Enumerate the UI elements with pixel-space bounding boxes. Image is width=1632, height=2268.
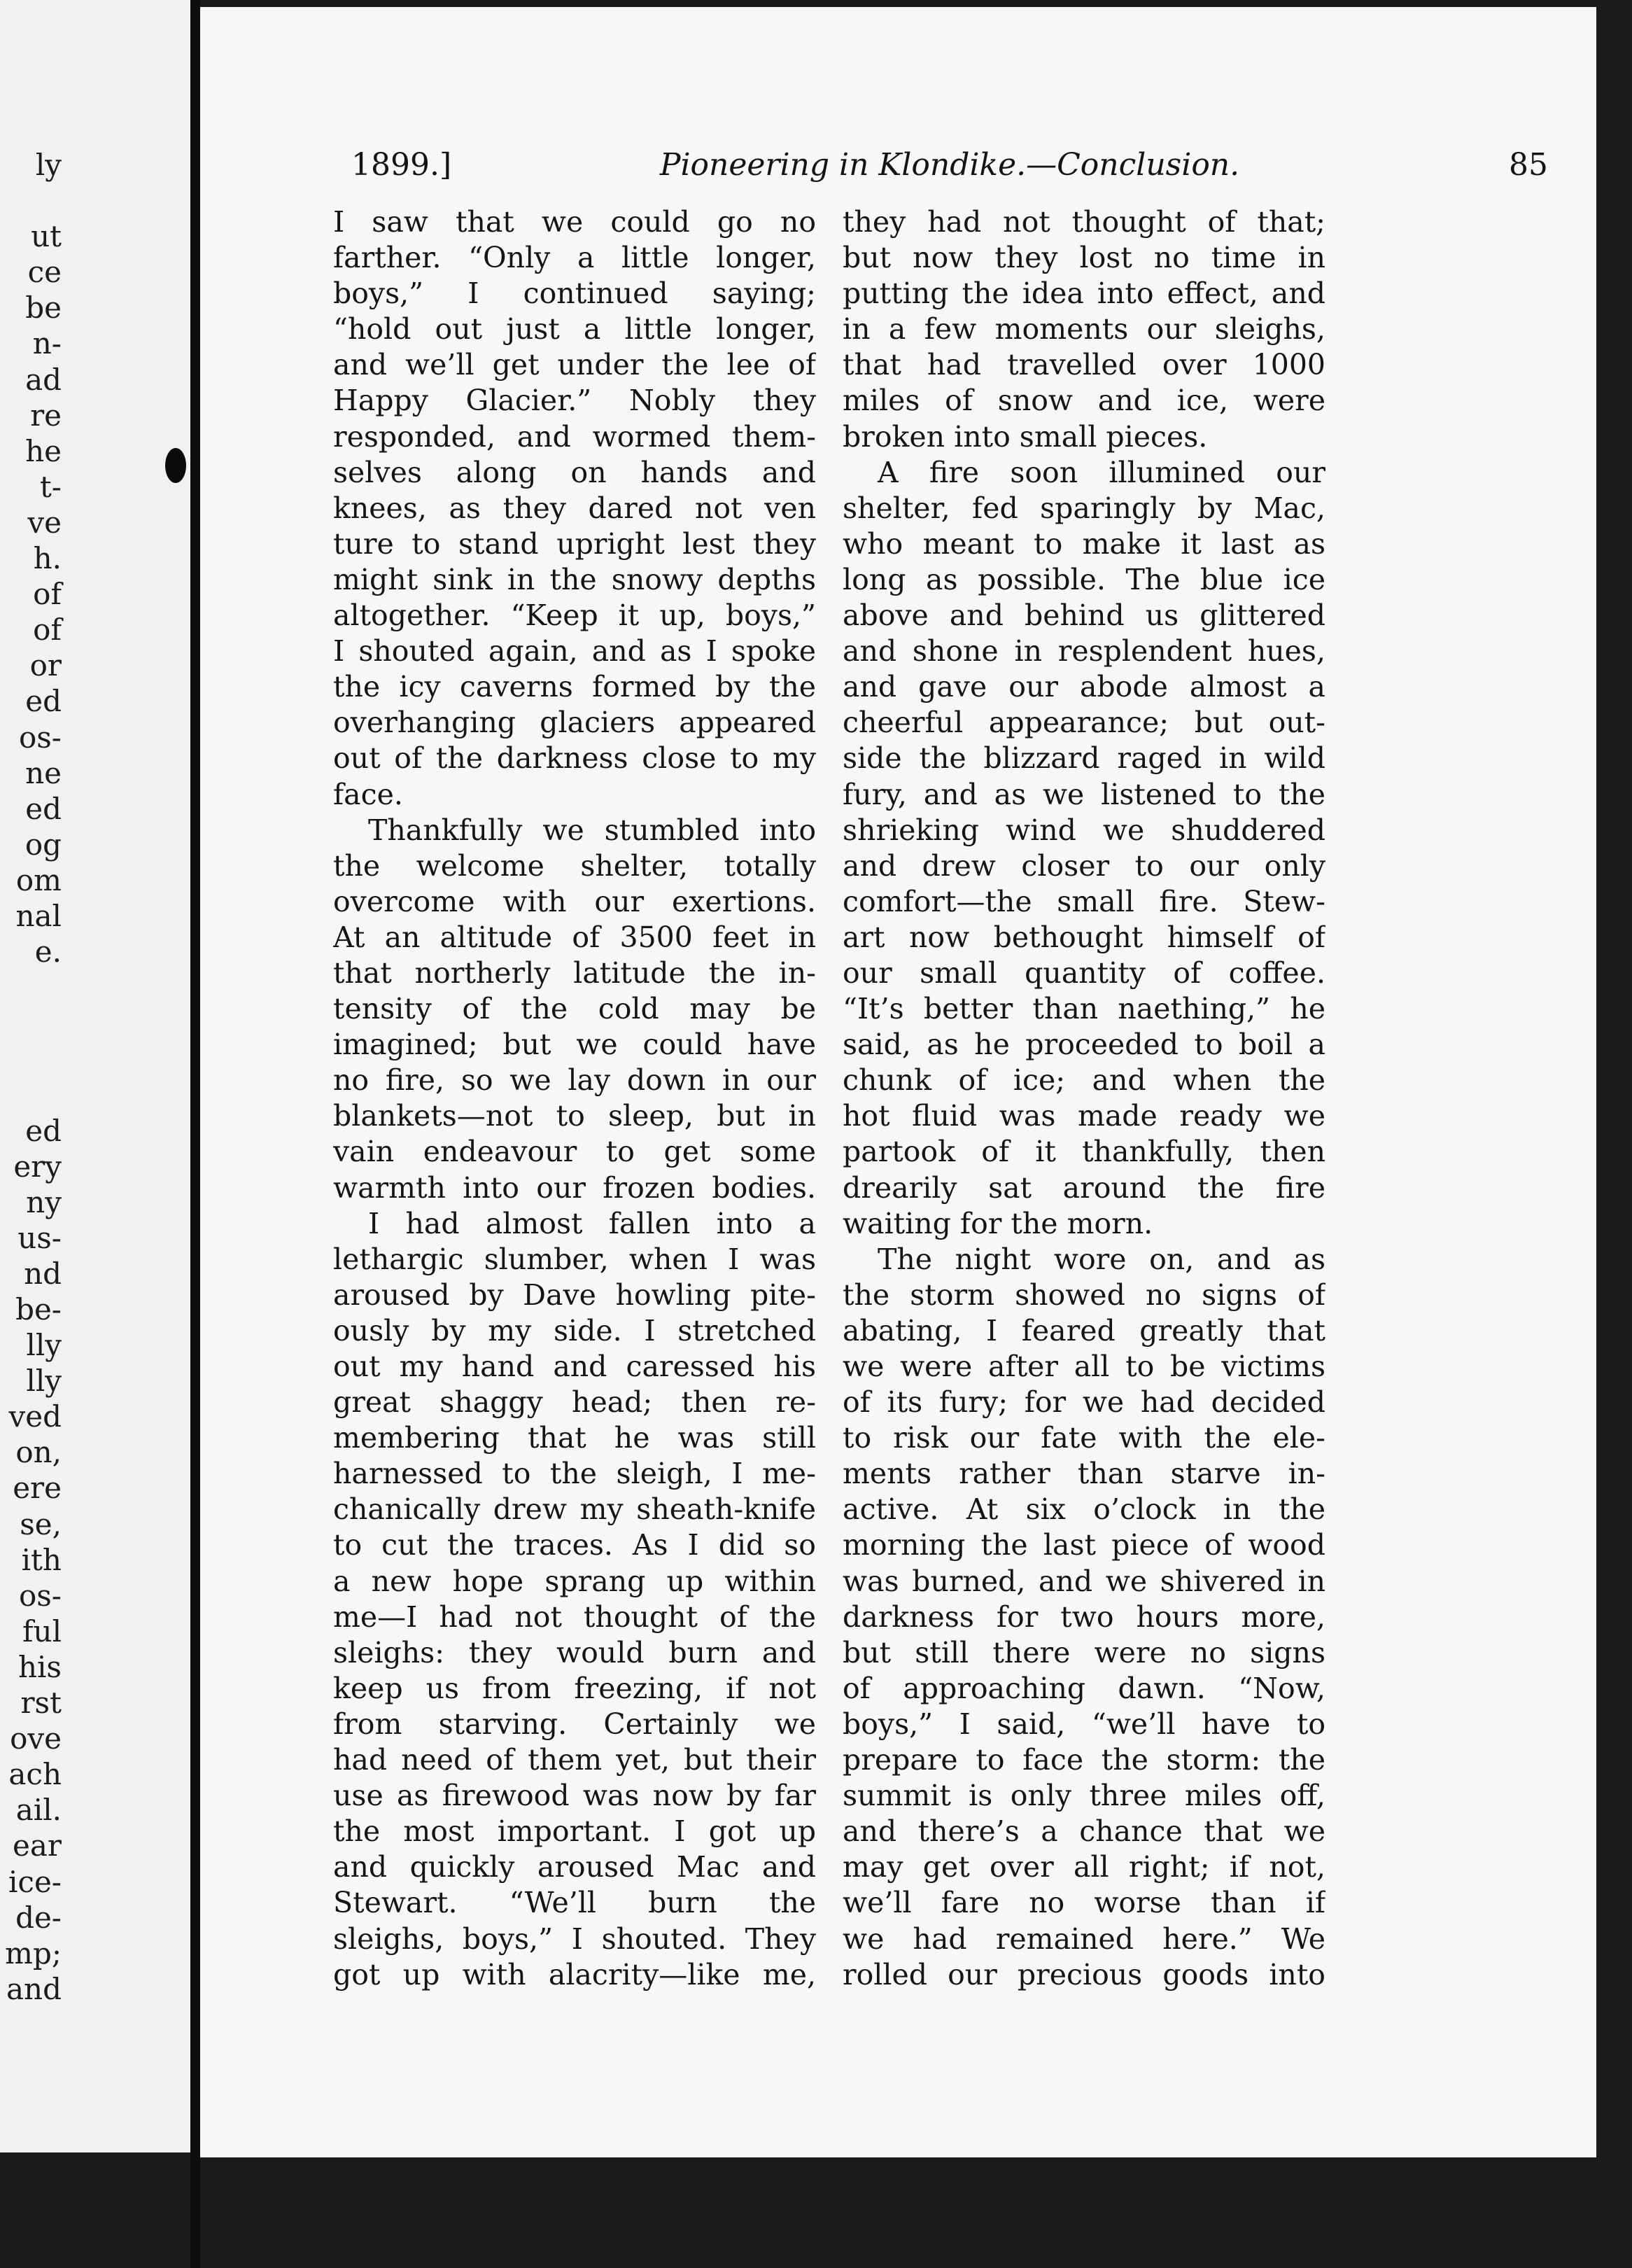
text-line: boys,” I said, “we’ll have to xyxy=(843,1707,1325,1741)
book-spine-shadow xyxy=(190,0,200,2268)
facing-page-fragment: t- xyxy=(39,469,62,504)
text-line: “hold out just a little longer, xyxy=(333,312,816,346)
facing-page-fragment: og xyxy=(24,827,62,862)
text-line: warmth into our frozen bodies. xyxy=(333,1170,816,1205)
text-line: At an altitude of 3500 feet in xyxy=(333,920,816,954)
facing-page-fragment: ved xyxy=(8,1399,62,1434)
facing-page-fragment: ne xyxy=(25,755,62,790)
text-line: long as possible. The blue ice xyxy=(843,562,1325,596)
facing-page-fragment: lly xyxy=(26,1328,62,1363)
text-line: side the blizzard raged in wild xyxy=(843,741,1325,776)
facing-page-fragment: ed xyxy=(25,684,62,719)
facing-page-text-fragments xyxy=(0,147,62,2007)
text-line: of its fury; for we had decided xyxy=(843,1385,1325,1420)
text-line: Thankfully we stumbled into xyxy=(368,813,816,847)
facing-page-fragment: and xyxy=(6,1971,62,2006)
running-header xyxy=(351,147,1548,189)
facing-page-fragment: of xyxy=(33,612,62,648)
text-line: we had remained here.” We xyxy=(843,1921,1325,1956)
text-line: from starving. Certainly we xyxy=(333,1707,816,1741)
text-line: in a few moments our sleighs, xyxy=(843,312,1325,346)
text-line: of approaching dawn. “Now, xyxy=(843,1671,1325,1705)
facing-page-fragment: se, xyxy=(20,1506,62,1541)
text-line: tensity of the cold may be xyxy=(333,992,816,1026)
text-line: the welcome shelter, totally xyxy=(333,848,816,883)
facing-page-fragment: rst xyxy=(20,1686,62,1721)
facing-page-fragment xyxy=(0,969,62,1005)
text-line: drearily sat around the fire xyxy=(843,1170,1325,1205)
text-line: ture to stand upright lest they xyxy=(333,526,816,561)
text-line: vain endeavour to get some xyxy=(333,1135,816,1169)
text-line: waiting for the morn. xyxy=(843,1206,1153,1240)
facing-page-fragment: ice- xyxy=(8,1864,62,1899)
facing-page-fragment: ery xyxy=(13,1149,62,1184)
facing-page-fragment xyxy=(0,183,62,218)
text-line: had need of them yet, but their xyxy=(333,1743,816,1777)
book-page xyxy=(200,7,1596,2157)
text-line: was burned, and we shivered in xyxy=(843,1564,1325,1598)
facing-page-fragment: os- xyxy=(18,720,62,755)
text-line: darkness for two hours more, xyxy=(843,1600,1325,1634)
facing-page-fragment: ny xyxy=(26,1184,62,1219)
facing-page-fragment: be- xyxy=(15,1292,62,1326)
text-line: The night wore on, and as xyxy=(878,1242,1325,1276)
header-title: Pioneering in Klondike.—Conclusion. xyxy=(659,147,1240,183)
text-line: we’ll fare no worse than if xyxy=(843,1886,1325,1920)
facing-page-fragment: be xyxy=(25,290,62,326)
facing-page-fragment xyxy=(0,1077,62,1112)
text-line: selves along on hands and xyxy=(333,455,816,489)
text-line: aroused by Dave howling pite- xyxy=(333,1278,816,1312)
facing-page-fragment: us- xyxy=(17,1220,62,1255)
text-line: overcome with our exertions. xyxy=(333,884,816,918)
text-line: and gave our abode almost a xyxy=(843,670,1325,704)
text-line: I saw that we could go no xyxy=(333,205,816,239)
facing-page-fragment: ear xyxy=(13,1828,62,1863)
facing-page-fragment: e. xyxy=(34,934,62,969)
facing-page-fragment: om xyxy=(15,862,62,897)
text-line: abating, I feared greatly that xyxy=(843,1313,1325,1348)
text-line: sleighs, boys,” I shouted. They xyxy=(333,1921,816,1956)
text-line: summit is only three miles off, xyxy=(843,1779,1325,1813)
facing-page-fragment: his xyxy=(17,1649,62,1684)
text-line: got up with alacrity—like me, xyxy=(333,1957,816,1991)
header-year: 1899.] xyxy=(351,147,452,183)
facing-page-fragment: mp; xyxy=(5,1935,62,1970)
facing-page-fragment: ail. xyxy=(15,1793,62,1828)
text-line: chunk of ice; and when the xyxy=(843,1063,1325,1098)
text-line: membering that he was still xyxy=(333,1421,816,1455)
text-line: but now they lost no time in xyxy=(843,241,1325,275)
text-line: said, as he proceeded to boil a xyxy=(843,1028,1325,1062)
facing-page-fragment: ve xyxy=(27,505,62,540)
text-line: no fire, so we lay down in our xyxy=(333,1063,816,1098)
text-line: the storm showed no signs of xyxy=(843,1278,1325,1312)
text-line: out my hand and caressed his xyxy=(333,1350,816,1383)
facing-page-fragment: ed xyxy=(25,1113,62,1148)
text-line: A fire soon illumined our xyxy=(878,455,1325,489)
facing-page-fragment: lly xyxy=(26,1364,62,1399)
facing-page-fragment: re xyxy=(30,398,62,433)
facing-page-fragment: ut xyxy=(31,219,62,254)
text-line: out of the darkness close to my xyxy=(333,741,816,776)
facing-page-fragment: ce xyxy=(27,255,62,290)
facing-page-fragment: os- xyxy=(18,1578,62,1613)
text-line: that northerly latitude the in- xyxy=(333,955,816,990)
text-line: altogether. “Keep it up, boys,” xyxy=(333,598,816,633)
text-line: shelter, fed sparingly by Mac, xyxy=(843,491,1325,525)
facing-page-fragment: nd xyxy=(24,1256,62,1291)
text-line: imagined; but we could have xyxy=(333,1028,816,1062)
facing-page-fragment: on, xyxy=(15,1435,62,1470)
text-line: face. xyxy=(333,777,403,811)
text-line: morning the last piece of wood xyxy=(843,1528,1325,1562)
facing-page-fragment: ach xyxy=(8,1757,62,1792)
text-line: ously by my side. I stretched xyxy=(333,1313,816,1348)
text-line: and drew closer to our only xyxy=(843,848,1325,883)
text-line: Happy Glacier.” Nobly they xyxy=(333,384,816,418)
text-line: but still there were no signs xyxy=(843,1635,1325,1670)
facing-page-fragment: ed xyxy=(25,791,62,826)
text-line: ments rather than starve in- xyxy=(843,1457,1325,1491)
text-column-left xyxy=(333,204,816,1993)
text-line: sleighs: they would burn and xyxy=(333,1635,816,1670)
text-line: a new hope sprang up within xyxy=(333,1564,816,1598)
text-line: I shouted again, and as I spoke xyxy=(333,634,816,668)
text-line: the icy caverns formed by the xyxy=(333,670,816,704)
text-line: hot fluid was made ready we xyxy=(843,1099,1325,1133)
text-line: our small quantity of coffee. xyxy=(843,955,1325,990)
text-line: putting the idea into effect, and xyxy=(843,276,1325,311)
facing-page-fragment: ove xyxy=(10,1721,62,1756)
text-line: great shaggy head; then re- xyxy=(333,1385,816,1420)
text-line: chanically drew my sheath-knife xyxy=(333,1492,816,1527)
facing-page-fragment: ful xyxy=(22,1614,62,1648)
text-line: responded, and wormed them- xyxy=(333,419,816,454)
text-line: use as firewood was now by far xyxy=(333,1779,816,1813)
text-line: lethargic slumber, when I was xyxy=(333,1242,816,1276)
text-line: blankets—not to sleep, but in xyxy=(333,1099,816,1133)
facing-page-fragment: he xyxy=(25,433,62,468)
facing-page-edge xyxy=(0,0,190,2152)
text-line: to cut the traces. As I did so xyxy=(333,1528,816,1562)
text-line: art now bethought himself of xyxy=(843,920,1325,954)
facing-page-fragment xyxy=(0,1005,62,1041)
text-line: and shone in resplendent hues, xyxy=(843,634,1325,668)
text-line: shrieking wind we shuddered xyxy=(843,813,1325,847)
text-line: I had almost fallen into a xyxy=(368,1206,816,1240)
page-number: 85 xyxy=(1509,147,1548,183)
text-line: harnessed to the sleigh, I me- xyxy=(333,1457,816,1491)
text-line: cheerful appearance; but out- xyxy=(843,706,1325,740)
text-line: boys,” I continued saying; xyxy=(333,276,816,311)
text-line: broken into small pieces. xyxy=(843,419,1208,454)
text-column-right xyxy=(843,204,1325,1993)
text-line: me—I had not thought of the xyxy=(333,1600,816,1634)
text-line: miles of snow and ice, were xyxy=(843,384,1325,418)
text-line: “It’s better than naething,” he xyxy=(843,992,1325,1026)
text-line: we were after all to be victims xyxy=(843,1350,1325,1383)
text-line: they had not thought of that; xyxy=(843,205,1325,239)
facing-page-fragment: ad xyxy=(25,362,62,397)
text-line: keep us from freezing, if not xyxy=(333,1671,816,1705)
facing-page-fragment: or xyxy=(29,648,62,683)
facing-page-fragment: nal xyxy=(15,898,62,933)
text-line: fury, and as we listened to the xyxy=(843,777,1325,811)
facing-page-fragment: ith xyxy=(21,1542,62,1577)
text-line: and quickly aroused Mac and xyxy=(333,1850,816,1884)
text-line: overhanging glaciers appeared xyxy=(333,706,816,740)
text-line: and there’s a chance that we xyxy=(843,1814,1325,1849)
text-line: who meant to make it last as xyxy=(843,526,1325,561)
text-line: Stewart. “We’ll burn the xyxy=(333,1886,816,1920)
text-line: active. At six o’clock in the xyxy=(843,1492,1325,1527)
text-line: might sink in the snowy depths xyxy=(333,562,816,596)
text-line: partook of it thankfully, then xyxy=(843,1135,1325,1169)
text-line: and we’ll get under the lee of xyxy=(333,348,816,382)
text-line: may get over all right; if not, xyxy=(843,1850,1325,1884)
text-line: the most important. I got up xyxy=(333,1814,816,1849)
facing-page-fragment: ly xyxy=(35,148,62,182)
facing-page-fragment: de- xyxy=(15,1900,62,1935)
facing-page-fragment xyxy=(0,1041,62,1077)
text-line: that had travelled over 1000 xyxy=(843,348,1325,382)
facing-page-fragment: of xyxy=(33,577,62,612)
text-line: farther. “Only a little longer, xyxy=(333,241,816,275)
text-line: to risk our fate with the ele- xyxy=(843,1421,1325,1455)
text-line: prepare to face the storm: the xyxy=(843,1743,1325,1777)
facing-page-fragment: n- xyxy=(32,326,62,361)
facing-page-fragment: ere xyxy=(13,1471,62,1506)
text-line: rolled our precious goods into xyxy=(843,1957,1325,1991)
facing-page-fragment: h. xyxy=(33,541,62,576)
text-line: comfort—the small fire. Stew- xyxy=(843,884,1325,918)
text-line: above and behind us glittered xyxy=(843,598,1325,633)
binding-hole-mark xyxy=(165,448,186,483)
text-line: knees, as they dared not ven xyxy=(333,491,816,525)
